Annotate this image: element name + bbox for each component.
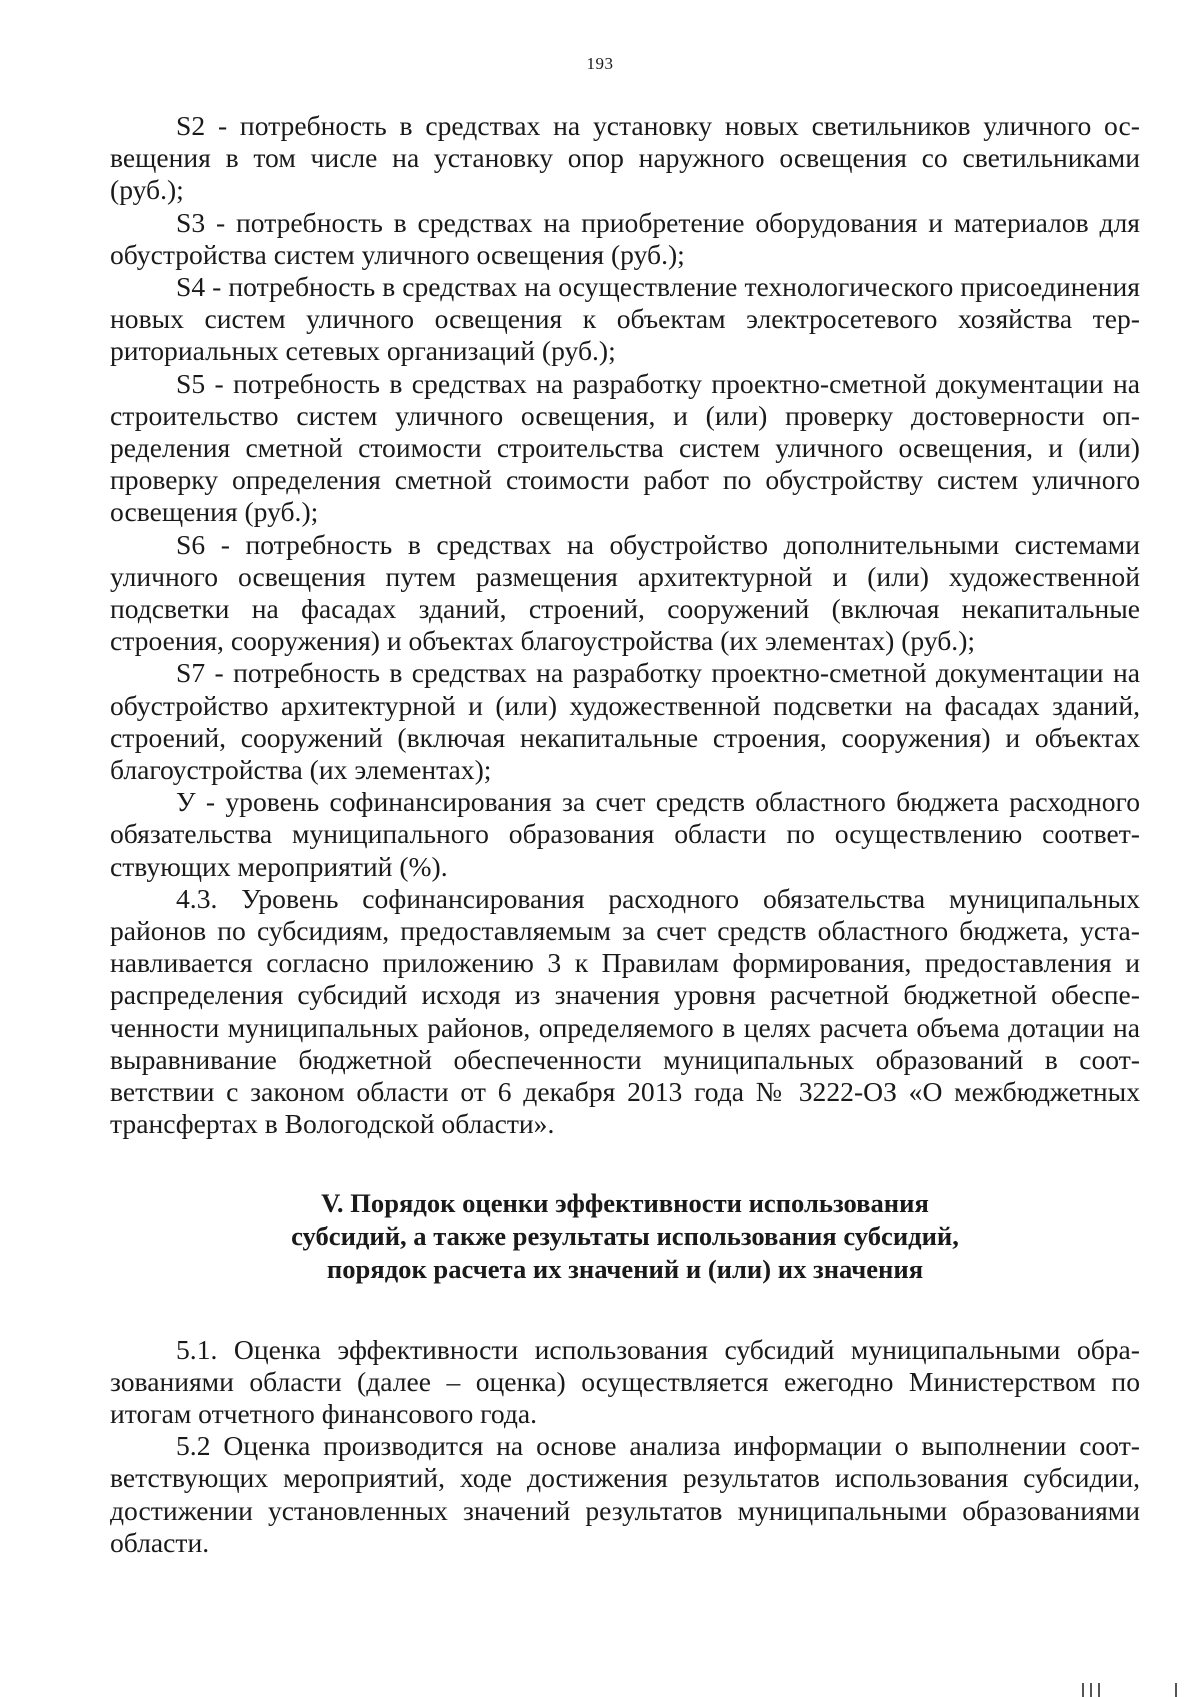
scan-edge-mark	[1082, 1683, 1084, 1697]
section-heading	[110, 1187, 1140, 1286]
page-number: 193	[586, 54, 614, 73]
paragraph-s2: S2 - потребность в средствах на установку новых светильников уличного освещения в том числе на установку опор наружного освещения со светильниками (руб.);	[110, 110, 1140, 206]
paragraph-s5: S5 - потребность в средствах на разработку проектно-сметной документации на строительство систем уличного освещения, и (или) проверку достоверности определения сметной стоимости строительства систем уличного освещения, и (или) проверку определения сметной стоимости работ по обустройству систем уличного освещения (руб.);	[110, 367, 1140, 528]
paragraph-4-3: 4.3. Уровень софинансирования расходного обязательства муниципальных районов по субсидиям, предоставляемым за счет средств областного бюджета, устанавливается согласно приложению 3 к Правилам формирования, предоставления и распределения субсидий исходя из значения уровня расчетной бюджетной обеспеченности муниципальных районов, определяемого в целях расчета объема дотации на выравнивание бюджетной обеспеченности муниципальных образований в соответствии с законом области от 6 декабря 2013 года № 3222-ОЗ «О межбюджетных трансфертах в Вологодской области».	[110, 882, 1140, 1140]
section-heading-line-1: V. Порядок оценки эффективности использования	[321, 1187, 929, 1218]
paragraph-5-1: 5.1. Оценка эффективности использования субсидий муниципальными образованиями области (далее – оценка) осуществляется ежегодно Министерством по итогам отчетного финансового года.	[110, 1333, 1140, 1429]
paragraph-s3: S3 - потребность в средствах на приобретение оборудования и материалов для обустройства систем уличного освещения (руб.);	[110, 206, 1140, 270]
scan-edge-mark	[1098, 1683, 1100, 1697]
paragraph-s4: S4 - потребность в средствах на осуществление технологического присоединения новых систем уличного освещения к объектам электросетевого хозяйства территориальных сетевых организаций (руб.);	[110, 271, 1140, 367]
paragraph-s6: S6 - потребность в средствах на обустройство дополнительными системами уличного освещения путем размещения архитектурной и (или) художественной подсветки на фасадах зданий, строений, сооружений (включая некапитальные строения, сооружения) и объектах благоустройства (их элементах) (руб.);	[110, 528, 1140, 657]
section-heading-line-2: субсидий, а также результаты использования субсидий,	[291, 1220, 959, 1251]
section-heading-line-3: порядок расчета их значений и (или) их значения	[326, 1253, 924, 1284]
paragraph-y-level: У - уровень софинансирования за счет средств областного бюджета расходного обязательства муниципального образования области по осуществлению соответствующих мероприятий (%).	[110, 786, 1140, 882]
scan-edge-mark	[1090, 1683, 1092, 1697]
paragraph-s7: S7 - потребность в средствах на разработку проектно-сметной документации на обустройство архитектурной и (или) художественной подсветки на фасадах зданий, строений, сооружений (включая некапитальные строения, сооружения) и объектах благоустройства (их элементах);	[110, 657, 1140, 786]
scan-edge-mark	[1175, 1683, 1177, 1697]
document-body	[110, 110, 1140, 1559]
paragraph-5-2: 5.2 Оценка производится на основе анализа информации о выполнении соответствующих мероприятий, ходе достижения результатов использования субсидии, достижении установленных значений результатов муниципальными образованиями области.	[110, 1430, 1140, 1558]
